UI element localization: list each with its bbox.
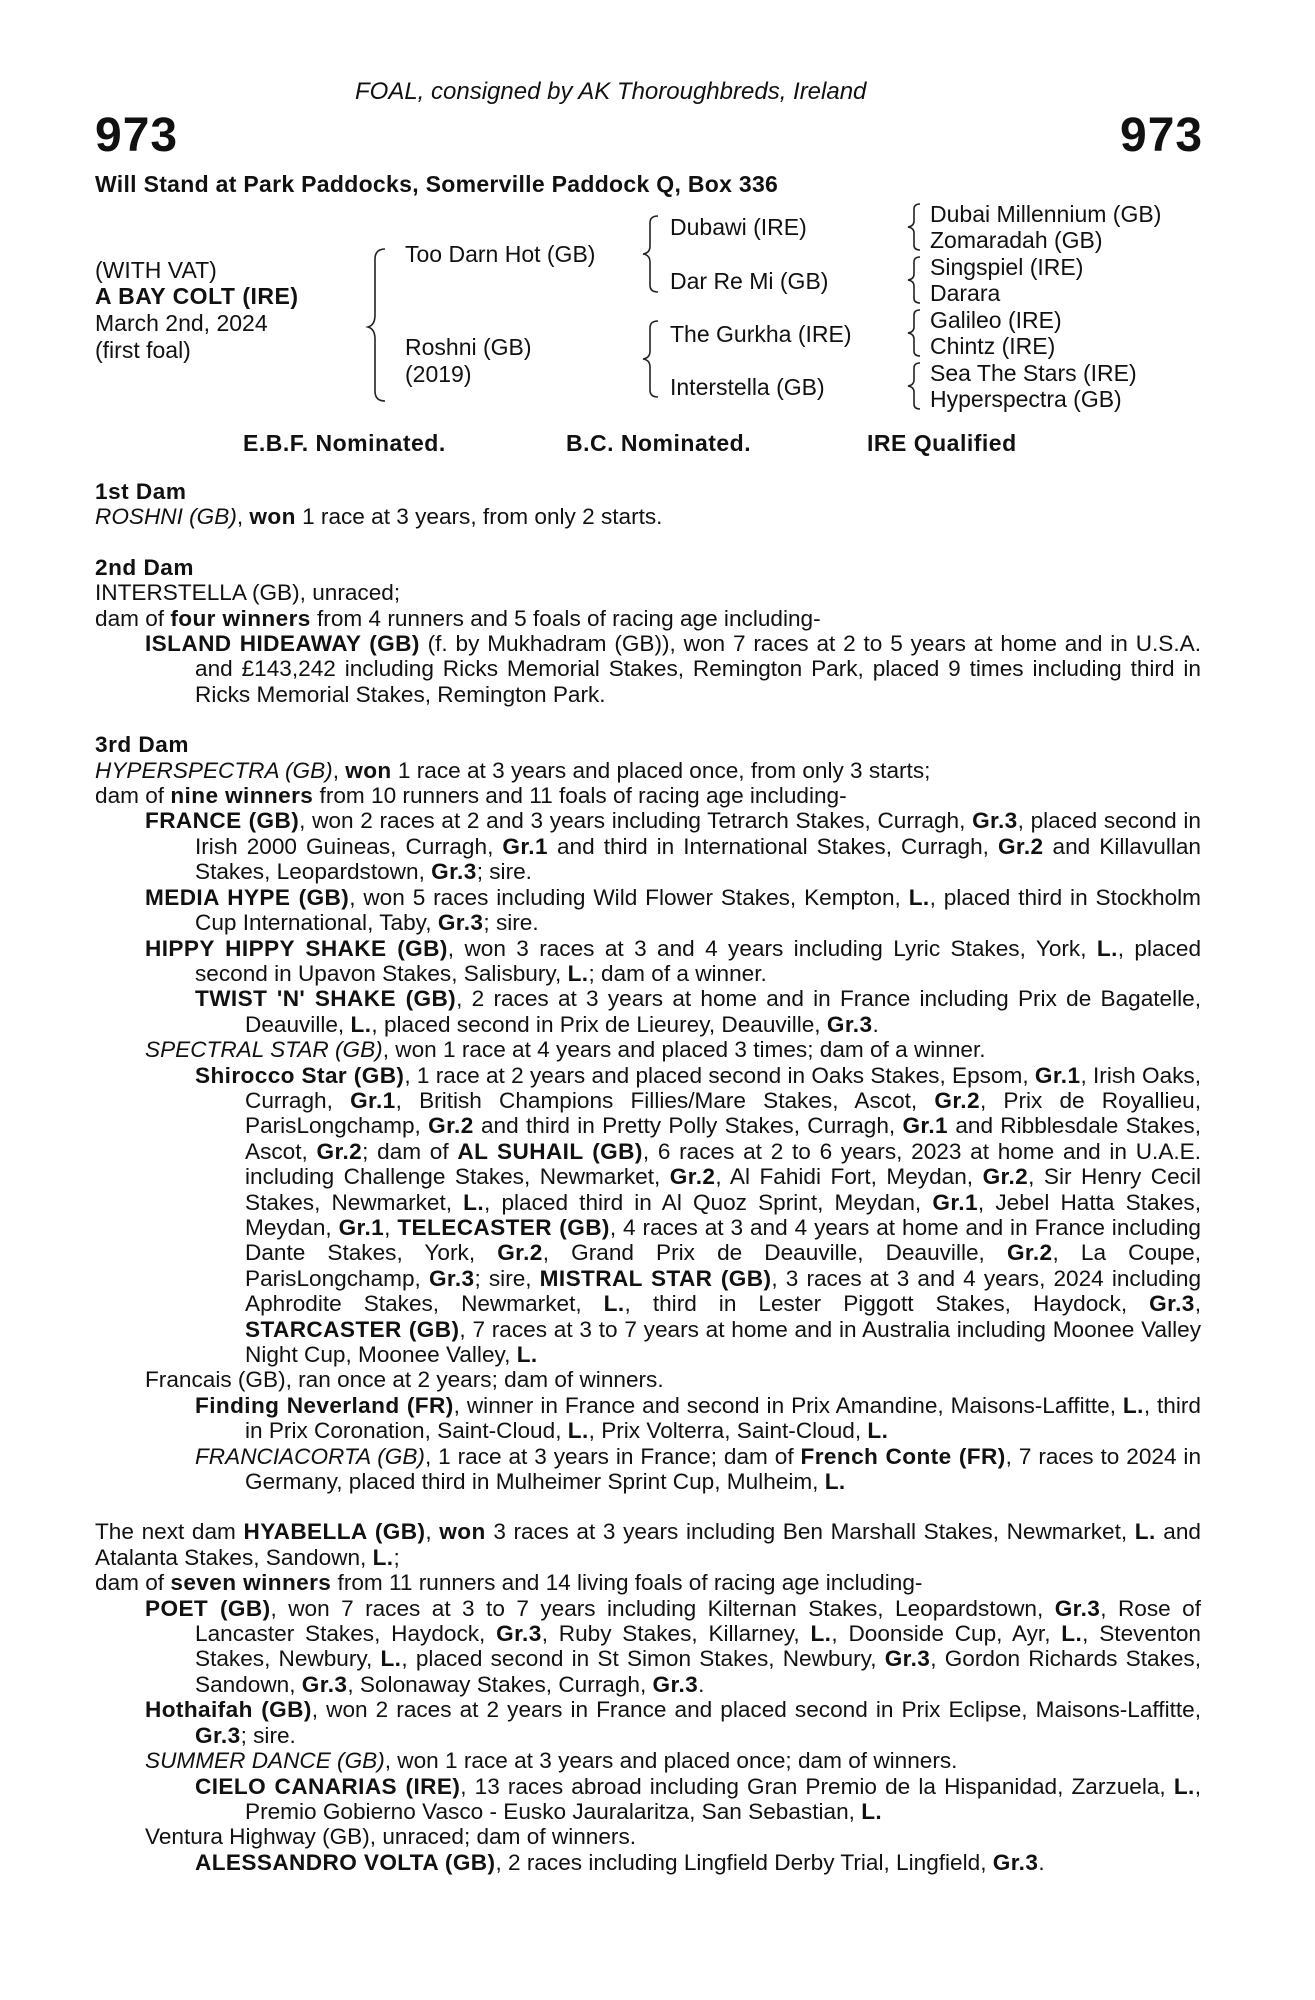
consignment-line: FOAL, consigned by AK Thoroughbreds, Ireland — [355, 78, 867, 105]
first-dam-detail: 1 race at 3 years, from only 2 starts. — [295, 504, 663, 530]
ancestor-5: Galileo (IRE) — [930, 307, 1062, 333]
dam-of-label: dam of — [95, 1570, 171, 1596]
won-label: won — [345, 757, 392, 783]
next-dam-end: ; — [393, 1544, 400, 1570]
third-dam-detail: 1 race at 3 years and placed once, from only 3 starts; — [391, 757, 931, 783]
horse-name: ISLAND HIDEAWAY (GB) — [145, 631, 420, 657]
listed-label: L. — [372, 1544, 394, 1570]
ancestor-8: Hyperspectra (GB) — [930, 386, 1122, 412]
produce-entry: TWIST 'N' SHAKE (GB), 2 races at 3 years at home and in France including Prix de Bagatelle, Deauville, L., placed second in Prix de Lieurey, Deauville, Gr.3. — [195, 986, 1201, 1037]
third-dam-name: HYPERSPECTRA (GB) — [95, 757, 333, 783]
ancestor-3: Singspiel (IRE) — [930, 254, 1084, 280]
next-dam-detail: 3 races at 3 years including Ben Marshall Stakes, Newmarket, — [485, 1519, 1135, 1545]
first-dam-name: ROSHNI (GB) — [95, 504, 237, 530]
winners-count: nine winners — [170, 783, 314, 809]
second-dam-line: INTERSTELLA (GB), unraced; — [95, 580, 401, 606]
horse-record: (f. by Mukhadram (GB)), won 7 races at 2 to 5 years at home and in U.S.A. and £143,242 including Ricks Memorial Stakes, Remington Park, placed 9 times including third in Ricks Memorial Stakes, Remington Park. — [195, 631, 1201, 707]
produce-entry: Shirocco Star (GB), 1 race at 2 years and placed second in Oaks Stakes, Epsom, Gr.1, Irish Oaks, Curragh, Gr.1, British Champions Fillies/Mare Stakes, Ascot, Gr.2, Prix de Royallieu, ParisLongchamp, Gr.2 and third in Pretty Polly Stakes, Curragh, Gr.1 and Ribblesdale Stakes, Ascot, Gr.2; dam of AL SUHAIL (GB), 6 races at 2 to 6 years, 2023 at home and in U.A.E. including Challenge Stakes, Newmarket, Gr.2, Al Fahidi Fort, Meydan, Gr.2, Sir Henry Cecil Stakes, Newmarket, L., placed third in Al Quoz Sprint, Meydan, Gr.1, Jebel Hatta Stakes, Meydan, Gr.1, TELECASTER (GB), 4 races at 3 and 4 years at home and in France including Dante Stakes, York, Gr.2, Grand Prix de Deauville, Deauville, Gr.2, La Coupe, ParisLongchamp, Gr.3; sire, MISTRAL STAR (GB), 3 races at 3 and 4 years, 2024 including Aphrodite Stakes, Newmarket, L., third in Lester Piggott Stakes, Haydock, Gr.3, STARCASTER (GB), 7 races at 3 to 7 years at home and in Australia including Moonee Valley Night Cup, Moonee Valley, L. — [195, 1062, 1202, 1367]
sire: Too Darn Hot (GB) — [405, 241, 596, 267]
won-label: won — [439, 1519, 486, 1545]
next-dam-intro: The next dam — [95, 1519, 244, 1545]
pedigree-brace-g2 — [905, 254, 925, 306]
pedigree-brace-g3 — [905, 307, 925, 359]
foaling-date: March 2nd, 2024 — [95, 310, 268, 336]
ancestor-4: Darara — [930, 280, 1001, 306]
runners-detail: from 10 runners and 11 foals of racing age including- — [313, 783, 847, 809]
produce-entry: Francais (GB), ran once at 2 years; dam of winners. — [145, 1367, 664, 1393]
third-dam-record: HYPERSPECTRA (GB), won 1 race at 3 years and placed once, from only 3 starts; — [95, 757, 931, 783]
produce-entry: Ventura Highway (GB), unraced; dam of winners. — [145, 1824, 637, 1850]
catalogue-body — [95, 479, 1201, 1875]
stand-location: Will Stand at Park Paddocks, Somerville Paddock Q, Box 336 — [95, 171, 779, 197]
sire-sire: Dubawi (IRE) — [670, 214, 807, 240]
pedigree-brace-dam — [640, 318, 664, 400]
winners-count: four winners — [170, 605, 311, 631]
dam-of-label: dam of — [95, 783, 171, 809]
ancestor-6: Chintz (IRE) — [930, 333, 1056, 359]
next-dam-record: The next dam HYABELLA (GB), won 3 races at 3 years including Ben Marshall Stakes, Newmarket, L. and Atalanta Stakes, Sandown, L.; — [95, 1519, 1202, 1570]
produce-entry: POET (GB), won 7 races at 3 to 7 years including Kilternan Stakes, Leopardstown, Gr.3, Rose of Lancaster Stakes, Haydock, Gr.3, Ruby Stakes, Killarney, L., Doonside Cup, Ayr, L., Steventon Stakes, Newbury, L., placed second in St Simon Stakes, Newbury, Gr.3, Gordon Richards Stakes, Sandown, Gr.3, Solonaway Stakes, Curragh, Gr.3. — [145, 1595, 1201, 1697]
produce-entry: Hothaifah (GB), won 2 races at 2 years in France and placed second in Prix Eclipse, Maisons-Laffitte, Gr.3; sire. — [145, 1697, 1201, 1748]
pedigree-brace-sire — [640, 213, 664, 295]
produce-entry: SPECTRAL STAR (GB), won 1 race at 4 years and placed 3 times; dam of a winner. — [145, 1037, 986, 1063]
dam-year: (2019) — [405, 361, 472, 387]
produce-entry: ALESSANDRO VOLTA (GB), 2 races including Lingfield Derby Trial, Lingfield, Gr.3. — [195, 1849, 1045, 1875]
listed-label: L. — [1134, 1519, 1156, 1545]
ancestor-2: Zomaradah (GB) — [930, 227, 1103, 253]
lot-number-left: 973 — [95, 109, 179, 162]
first-foal-note: (first foal) — [95, 337, 191, 363]
next-dam-detail-2: and Atalanta Stakes, Sandown, — [95, 1519, 1202, 1570]
pedigree-brace-main — [365, 245, 395, 405]
second-dam-heading: 2nd Dam — [95, 554, 194, 580]
won-label: won — [249, 504, 296, 530]
produce-entry — [95, 631, 1201, 707]
pedigree-brace-g4 — [905, 360, 925, 412]
first-dam-heading: 1st Dam — [95, 479, 187, 504]
next-dam-produce — [95, 1570, 1201, 1595]
sire-dam: Dar Re Mi (GB) — [670, 268, 829, 294]
dam-of-label: dam of — [95, 605, 171, 631]
produce-entry: CIELO CANARIAS (IRE), 13 races abroad including Gran Premio de la Hispanidad, Zarzuela, L., Premio Gobierno Vasco - Eusko Jauralaritza, San Sebastian, L. — [195, 1773, 1201, 1824]
ancestor-1: Dubai Millennium (GB) — [930, 201, 1162, 227]
produce-entry: FRANCE (GB), won 2 races at 2 and 3 years including Tetrarch Stakes, Curragh, Gr.3, placed second in Irish 2000 Guineas, Curragh, Gr.1 and third in International Stakes, Curragh, Gr.2 and Killavullan Stakes, Leopardstown, Gr.3; sire. — [145, 808, 1201, 885]
vat-note: (WITH VAT) — [95, 257, 217, 283]
nomination-bc: B.C. Nominated. — [566, 430, 752, 456]
third-dam-heading: 3rd Dam — [95, 732, 189, 758]
produce-entry: MEDIA HYPE (GB), won 5 races including Wild Flower Stakes, Kempton, L., placed third in Stockholm Cup International, Taby, Gr.3; sire. — [145, 884, 1201, 936]
dam-sire: The Gurkha (IRE) — [670, 321, 852, 347]
produce-entry: FRANCIACORTA (GB), 1 race at 3 years in France; dam of French Conte (FR), 7 races to 2024 in Germany, placed third in Mulheimer Sprint Cup, Mulheim, L. — [195, 1443, 1202, 1495]
subject-name: A BAY COLT (IRE) — [95, 283, 299, 309]
second-dam-produce — [95, 606, 1201, 631]
produce-entry: HIPPY HIPPY SHAKE (GB), won 3 races at 3 and 4 years including Lyric Stakes, York, L., placed second in Upavon Stakes, Salisbury, L.; dam of a winner. — [145, 935, 1202, 986]
nomination-ebf: E.B.F. Nominated. — [243, 430, 446, 456]
runners-detail: from 4 runners and 5 foals of racing age including- — [310, 605, 821, 631]
runners-detail: from 11 runners and 14 living foals of racing age including- — [331, 1570, 923, 1596]
dam: Roshni (GB) — [405, 334, 532, 360]
pedigree-brace-g1 — [905, 201, 925, 253]
next-dam-name: HYABELLA (GB) — [243, 1519, 426, 1545]
third-dam-produce — [95, 783, 1201, 808]
nomination-ire: IRE Qualified — [867, 430, 1017, 456]
first-dam-record: ROSHNI (GB), won 1 race at 3 years, from only 2 starts. — [95, 504, 663, 530]
produce-entry: SUMMER DANCE (GB), won 1 race at 3 years and placed once; dam of winners. — [145, 1748, 958, 1774]
ancestor-7: Sea The Stars (IRE) — [930, 360, 1137, 386]
lot-number-right: 973 — [1120, 109, 1204, 162]
winners-count: seven winners — [170, 1570, 332, 1596]
produce-entry: Finding Neverland (FR), winner in France and second in Prix Amandine, Maisons-Laffitte, L., third in Prix Coronation, Saint-Cloud, L., Prix Volterra, Saint-Cloud, L. — [195, 1392, 1201, 1444]
dam-dam: Interstella (GB) — [670, 374, 825, 400]
